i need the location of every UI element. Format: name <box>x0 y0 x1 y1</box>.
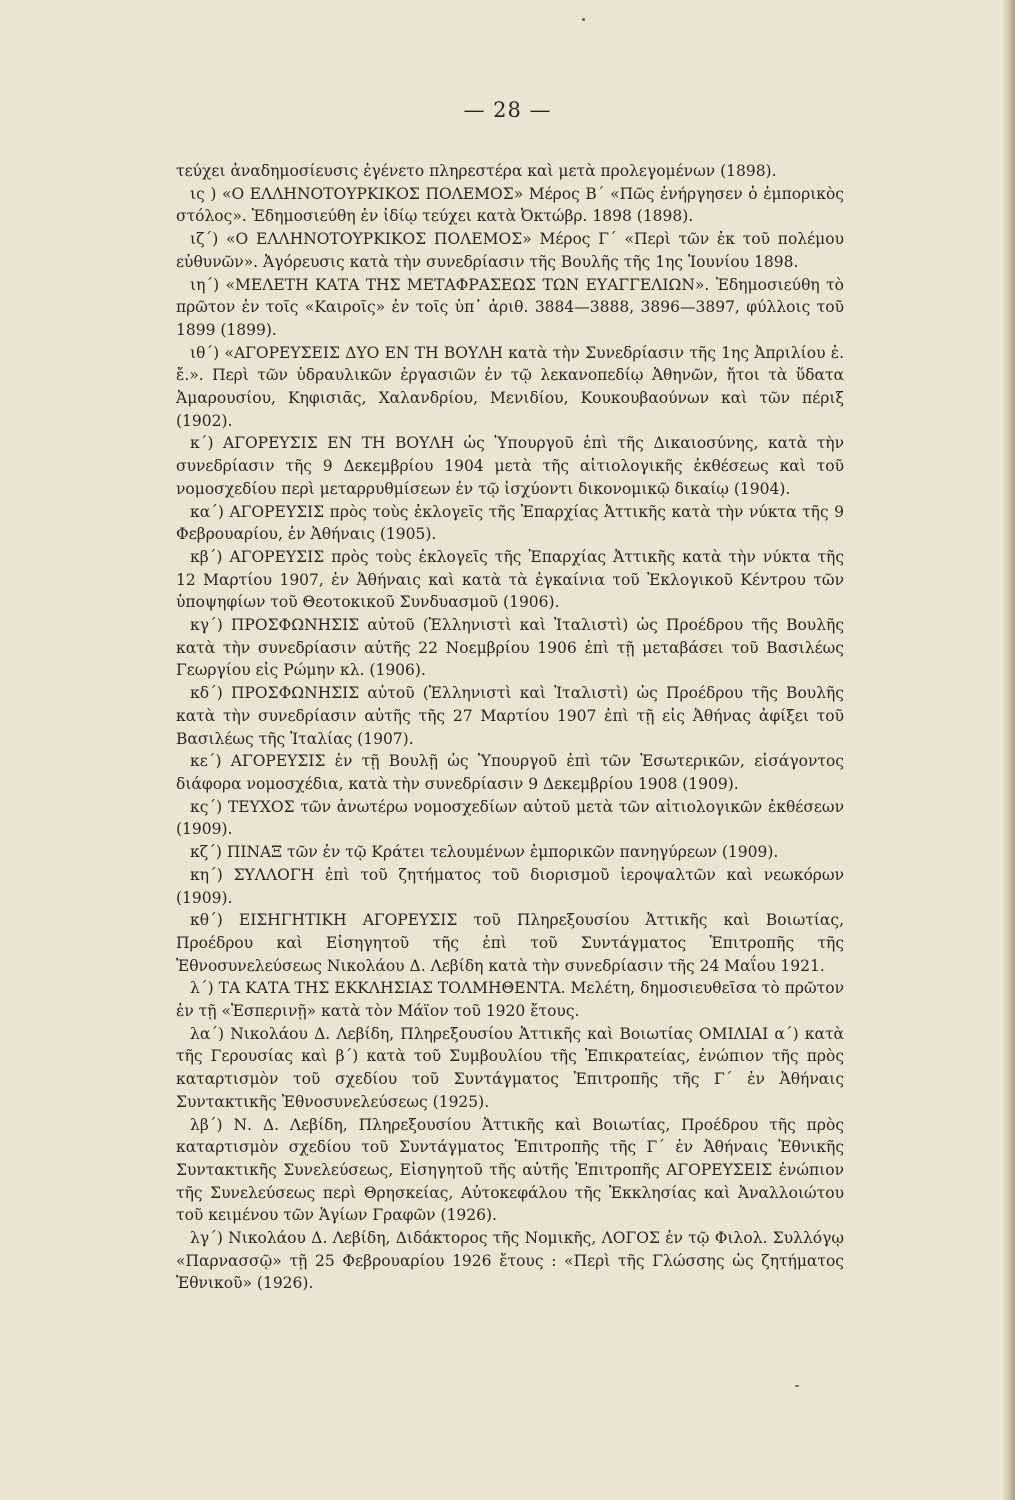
binding-edge <box>1003 0 1015 1500</box>
print-speck <box>582 18 585 21</box>
list-item: κ΄) ΑΓΟΡΕΥΣΙΣ ΕΝ ΤΗ ΒΟΥΛΗ ὡς Ὑπουργοῦ ἐπὶ τῆς Δικαιοσύνης, κατὰ τὴν συνεδρίασιν τῆς 9 Δεκεμβρίου 1904 μετὰ τῆς αἰτιολογικῆς ἐκθέσεως καὶ τοῦ νομοσχεδίου περὶ μεταρρυθμίσεων ἐν τῷ ἰσχύοντι δικονομικῷ δικαίῳ (1904). <box>176 434 844 498</box>
list-item: κς΄) ΤΕΥΧΟΣ τῶν ἀνωτέρω νομοσχεδίων αὐτοῦ μετὰ τῶν αἰτιολογικῶν ἐκθέσεων (1909). <box>176 797 844 839</box>
list-item: λ΄) ΤΑ ΚΑΤΑ ΤΗΣ ΕΚΚΛΗΣΙΑΣ ΤΟΛΜΗΘΕΝΤΑ. Μελέτη, δημοσιευθεῖσα τὸ πρῶτον ἐν τῇ «Ἑσπερινῇ» κατὰ τὸν Μάϊον τοῦ 1920 ἔτους. <box>176 979 844 1021</box>
list-item: κη΄) ΣΥΛΛΟΓΗ ἐπὶ τοῦ ζητήματος τοῦ διορισμοῦ ἱεροψαλτῶν καὶ νεωκόρων (1909). <box>176 865 844 907</box>
list-item: λα΄) Νικολάου Δ. Λεβίδη, Πληρεξουσίου Ἀττικῆς καὶ Βοιωτίας ΟΜΙΛΙΑΙ α΄) κατὰ τῆς Γερουσίας καὶ β΄) κατὰ τοῦ Συμβουλίου τῆς Ἐπικρατείας, ἐνώπιον τῆς πρὸς καταρτισμὸν τοῦ σχεδίου τοῦ Συντάγματος Ἐπιτροπῆς τῆς Γ΄ ἐν Ἀθήναις Συντακτικῆς Ἐθνοσυνελεύσεως (1925). <box>176 1024 844 1111</box>
list-item: κα΄) ΑΓΟΡΕΥΣΙΣ πρὸς τοὺς ἐκλογεῖς τῆς Ἐπαρχίας Ἀττικῆς κατὰ τὴν νύκτα τῆς 9 Φεβρουαρίου, ἐν Ἀθήναις (1905). <box>176 502 844 544</box>
list-item: τεύχει ἀναδημοσίευσις ἐγένετο πληρεστέρα καὶ μετὰ προλεγομένων (1898). <box>176 162 777 180</box>
list-item: ιθ΄) «ΑΓΟΡΕΥΣΕΙΣ ΔΥΟ ΕΝ ΤΗ ΒΟΥΛΗ κατὰ τὴν Συνεδρίασιν τῆς 1ης Ἀπριλίου ἐ. ἔ.». Περὶ τῶν ὑδραυλικῶν ἐργασιῶν ἐν τῷ λεκανοπεδίῳ Ἀθηνῶν, ἤτοι τὰ ὕδατα Ἀμαρουσίου, Κηφισιᾶς, Χαλανδρίου, Μενιδίου, Κουκουβαούνων καὶ τῶν πέριξ (1902). <box>176 343 844 430</box>
list-item: λβ΄) Ν. Δ. Λεβίδη, Πληρεξουσίου Ἀττικῆς καὶ Βοιωτίας, Προέδρου τῆς πρὸς καταρτισμὸν σχεδίου τοῦ Συντάγματος Ἐπιτροπῆς τῆς Γ΄ ἐν Ἀθήναις Ἐθνικῆς Συντακτικῆς Συνελεύσεως, Εἰσηγητοῦ τῆς αὐτῆς Ἐπιτροπῆς ΑΓΟΡΕΥΣΕΙΣ ἐνώπιον τῆς Συνελεύσεως περὶ Θρησκείας, Αὐτοκεφάλου τῆς Ἐκκλησίας καὶ Ἀναλλοιώτου τοῦ κειμένου τῶν Ἁγίων Γραφῶν (1926). <box>176 1115 844 1225</box>
list-item: ιη΄) «ΜΕΛΕΤΗ ΚΑΤΑ ΤΗΣ ΜΕΤΑΦΡΑΣΕΩΣ ΤΩΝ ΕΥΑΓΓΕΛΙΩΝ». Ἐδημοσιεύθη τὸ πρῶτον ἐν τοῖς «Καιροῖς» ἐν τοῖς ὑπ᾽ ἀριθ. 3884—3888, 3896—3897, φύλλοις τοῦ 1899 (1899). <box>176 275 844 339</box>
list-item: κβ΄) ΑΓΟΡΕΥΣΙΣ πρὸς τοὺς ἐκλογεῖς τῆς Ἐπαρχίας Ἀττικῆς κατὰ τὴν νύκτα τῆς 12 Μαρτίου 1907, ἐν Ἀθήναις καὶ κατὰ τὰ ἐγκαίνια τοῦ Ἐκλογικοῦ Κέντρου τῶν ὑποψηφίων τοῦ Θεοτοκικοῦ Συνδυασμοῦ (1906). <box>176 547 844 612</box>
list-item: ιζ΄) «Ο ΕΛΛΗΝΟΤΟΥΡΚΙΚΟΣ ΠΟΛΕΜΟΣ» Μέρος Γ΄ «Περὶ τῶν ἐκ τοῦ πολέμου εὐθυνῶν». Ἀγόρευσις κατὰ τὴν συνεδρίασιν τῆς Βουλῆς τῆς 1ης Ἰουνίου 1898. <box>176 230 844 271</box>
list-item: κγ΄) ΠΡΟΣΦΩΝΗΣΙΣ αὐτοῦ (Ἑλληνιστὶ καὶ Ἰταλιστὶ) ὡς Προέδρου τῆς Βουλῆς κατὰ τὴν συνεδρίασιν αὐτῆς 22 Νοεμβρίου 1906 ἐπὶ τῇ μεταβάσει τοῦ Βασιλέως Γεωργίου εἰς Ρώμην κλ. (1906). <box>176 616 844 680</box>
list-item: κθ΄) ΕΙΣΗΓΗΤΙΚΗ ΑΓΟΡΕΥΣΙΣ τοῦ Πληρεξουσίου Ἀττικῆς καὶ Βοιωτίας, Προέδρου καὶ Εἰσηγητοῦ τῆς ἐπὶ τοῦ Συντάγματος Ἐπιτροπῆς τῆς Ἐθνοσυνελεύσεως Νικολάου Δ. Λεβίδη κατὰ τὴν συνεδρίασιν τῆς 24 Μαΐου 1921. <box>176 911 844 975</box>
list-item: λγ΄) Νικολάου Δ. Λεβίδη, Διδάκτορος τῆς Νομικῆς, ΛΟΓΟΣ ἐν τῷ Φιλολ. Συλλόγῳ «Παρνασσῷ» τῇ 25 Φεβρουαρίου 1926 ἔτους : «Περὶ τῆς Γλώσσης ὡς ζητήματος Ἐθνικοῦ» (1926). <box>176 1229 844 1293</box>
print-speck <box>795 1385 799 1387</box>
list-item: ις ) «Ο ΕΛΛΗΝΟΤΟΥΡΚΙΚΟΣ ΠΟΛΕΜΟΣ» Μέρος Β΄ «Πῶς ἐνήργησεν ὁ ἐμπορικὸς στόλος». Ἐδημοσιεύθη ἐν ἰδίῳ τεύχει κατὰ Ὀκτώβρ. 1898 (1898). <box>176 184 844 226</box>
list-item: κζ΄) ΠΙΝΑΞ τῶν ἐν τῷ Κράτει τελουμένων ἐμπορικῶν πανηγύρεων (1909). <box>190 843 779 862</box>
list-item: κε΄) ΑΓΟΡΕΥΣΙΣ ἐν τῇ Βουλῇ ὡς Ὑπουργοῦ ἐπὶ τῶν Ἐσωτερικῶν, εἰσάγοντος διάφορα νομοσχέδια, κατὰ τὴν συνεδρίασιν 9 Δεκεμβρίου 1908 (1909). <box>176 752 844 793</box>
bibliography-list <box>176 160 844 1295</box>
list-item: κδ΄) ΠΡΟΣΦΩΝΗΣΙΣ αὐτοῦ (Ἑλληνιστὶ καὶ Ἰταλιστὶ) ὡς Προέδρου τῆς Βουλῆς κατὰ τὴν συνεδρίασιν αὐτῆς τῆς 27 Μαρτίου 1907 ἐπὶ τῇ εἰς Ἀθήνας ἀφίξει τοῦ Βασιλέως τῆς Ἰταλίας (1907). <box>176 684 844 748</box>
page-number: — 28 — <box>463 98 552 122</box>
